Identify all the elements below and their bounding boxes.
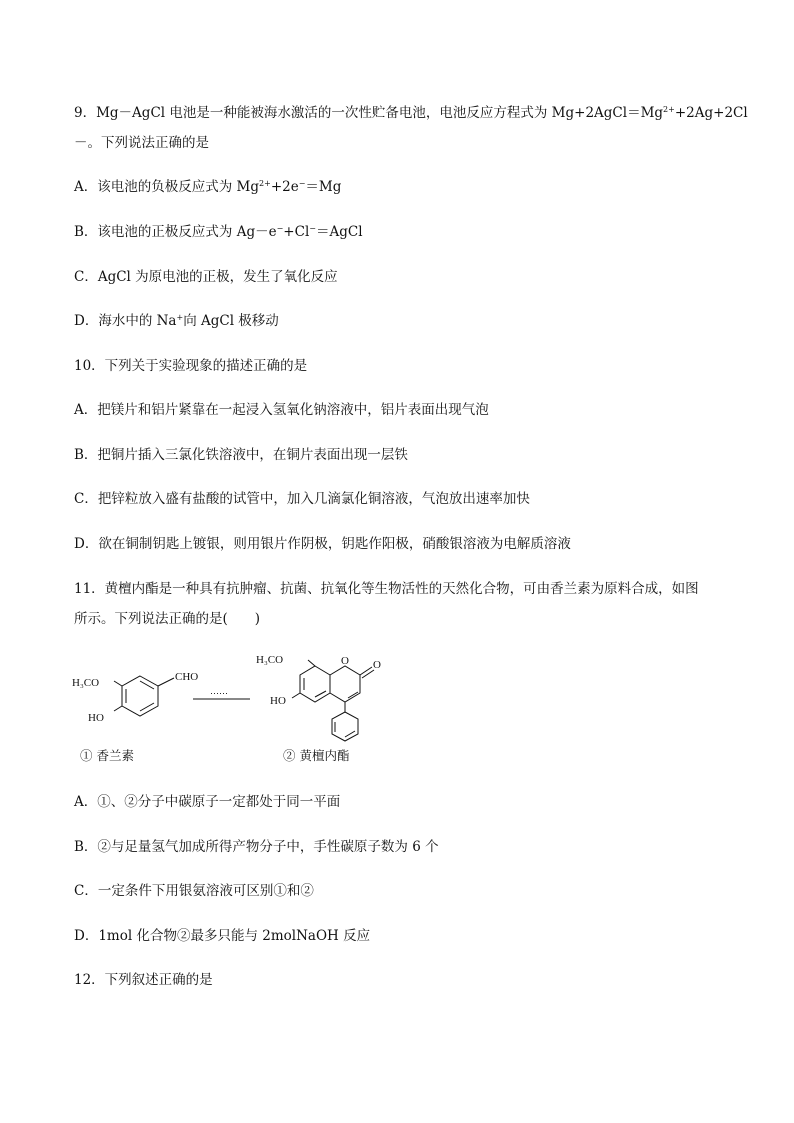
- q9-stem-text: 9．Mg－AgCl 电池是一种能被海水激活的一次性贮备电池，电池反应方程式为 Mg+2AgCl＝Mg: [74, 105, 664, 121]
- charge-superscript: −: [276, 224, 284, 233]
- q9-stem-line2: －。下列说法正确的是: [74, 135, 209, 151]
- q9-stem-text-end: +2Ag+2Cl: [674, 105, 748, 121]
- charge-superscript: +: [176, 313, 184, 322]
- charge-superscript: −: [309, 224, 316, 233]
- q11-option-c: C．一定条件下用银氨溶液可区别①和②: [74, 883, 314, 899]
- product-ho-label: HO: [270, 695, 286, 707]
- ring-oxygen-label: O: [341, 655, 349, 667]
- q11-option-d: D．1mol 化合物②最多只能与 2molNaOH 反应: [74, 928, 371, 944]
- option-text: 向 AgCl 极移动: [183, 313, 279, 329]
- option-text: +Cl: [283, 224, 310, 240]
- option-text: ＝AgCl: [315, 224, 363, 240]
- q10-option-c: C．把锌粒放入盛有盐酸的试管中，加入几滴氯化铜溶液，气泡放出速率加快: [74, 491, 530, 507]
- q10-option-d: D．欲在铜制钥匙上镀银，则用银片作阴极，钥匙作阳极，硝酸银溶液为电解质溶液: [74, 536, 571, 552]
- q10-stem: 10．下列关于实验现象的描述正确的是: [74, 358, 308, 374]
- vanillin-ome-label: H₃CO: [72, 677, 100, 689]
- option-text: ＝Mg: [305, 179, 342, 195]
- q10-option-b: B．把铜片插入三氯化铁溶液中，在铜片表面出现一层铁: [74, 447, 408, 463]
- arrow-dots: ⋯⋯: [210, 688, 228, 698]
- carbonyl-oxygen-label: O: [373, 659, 381, 671]
- q11-stem-line1: 11．黄檀内酯是一种具有抗肿瘤、抗菌、抗氧化等生物活性的天然化合物，可由香兰素为原料合成，如图: [74, 581, 699, 597]
- option-text: D．海水中的 Na: [74, 313, 177, 329]
- q11-option-b: B．②与足量氢气加成所得产物分子中，手性碳原子数为 6 个: [74, 839, 439, 855]
- q11-stem-line2: 所示。下列说法正确的是( ): [74, 611, 261, 627]
- charge-superscript: 2+: [259, 179, 271, 188]
- figure-caption-vanillin: ① 香兰素: [80, 748, 134, 763]
- option-text: +2e: [270, 179, 299, 195]
- q9-option-d: [74, 311, 734, 331]
- q9-stem-line1: [74, 103, 748, 123]
- product-lactone-ring: [330, 666, 360, 702]
- q10-option-a: A．把镁片和铝片紧靠在一起浸入氢氧化钠溶液中，铝片表面出现气泡: [74, 402, 489, 418]
- q9-option-c: C．AgCl 为原电池的正极，发生了氧化反应: [74, 269, 338, 285]
- q12-stem: 12．下列叙述正确的是: [74, 972, 213, 988]
- option-text: B．该电池的正极反应式为 Ag－e: [74, 224, 277, 240]
- q11-option-a: A．①、②分子中碳原子一定都处于同一平面: [74, 794, 341, 810]
- reaction-scheme-figure: [70, 648, 400, 758]
- product-ome-label: H₃CO: [256, 654, 284, 666]
- option-text: A．该电池的负极反应式为 Mg: [74, 179, 260, 195]
- charge-superscript: 2+: [663, 105, 675, 114]
- charge-superscript: −: [298, 179, 306, 188]
- vanillin-ho-label: HO: [88, 712, 104, 724]
- vanillin-cho-label: CHO: [175, 671, 199, 683]
- vanillin-benzene-ring: [122, 676, 158, 716]
- figure-caption-dalbergin: ② 黄檀内酯: [283, 748, 350, 763]
- q9-option-b: [74, 222, 734, 242]
- q9-option-a: [74, 177, 734, 197]
